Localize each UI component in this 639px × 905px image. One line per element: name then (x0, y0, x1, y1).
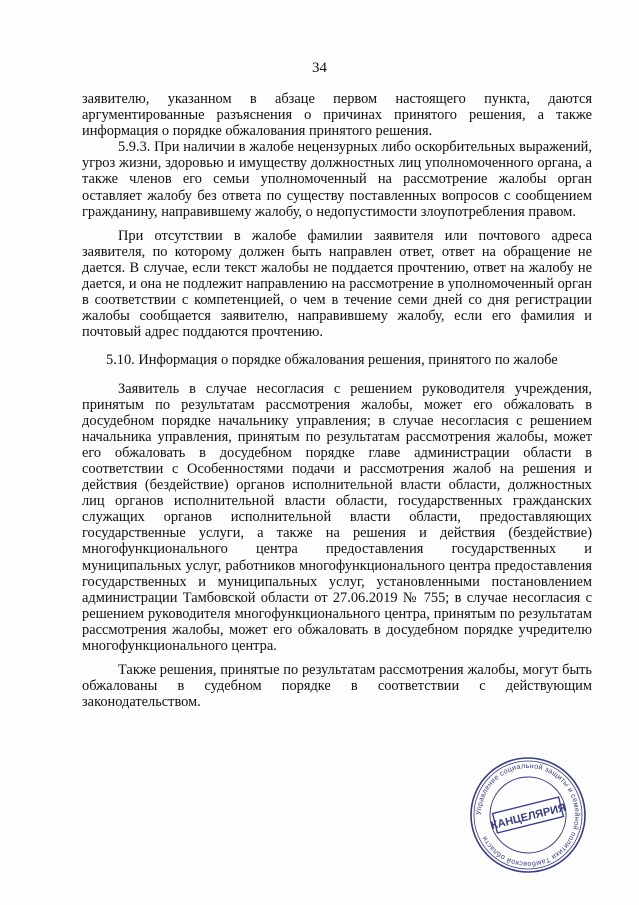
paragraph-1: заявителю, указанном в абзаце первом настоящего пункта, даются аргументированные разъяснения о причинах принятого решения, а также информация о порядке обжалования принятого решения. (82, 91, 592, 140)
paragraph-5-9-3: 5.9.3. При наличии в жалобе нецензурных либо оскорбительных выражений, угроз жизни, здоровью и имуществу должностных лиц уполномоченного органа, а также членов его семьи уполномоченный на рассмотрение жалобы орган оставляет жалобу без ответа по существу поставленных вопросов с сообщением гражданину, направившему жалобу, о недопустимости злоупотребления правом. (82, 139, 592, 220)
paragraph-no-surname: При отсутствии в жалобе фамилии заявителя или почтового адреса заявителя, по которому должен быть направлен ответ, ответ на обращение не дается. В случае, если текст жалобы не поддается прочтению, ответ на жалобу не дается, и она не подлежит направлению на рассмотрение в уполномоченный орган в соответствии с компетенцией, о чем в течение семи дней со дня регистрации жалобы сообщается заявителю, направившему жалобу, если его фамилия и почтовый адрес поддаются прочтению. (82, 227, 592, 341)
office-stamp (468, 755, 588, 875)
document-body (82, 91, 592, 710)
section-heading-5-10: 5.10. Информация о порядке обжалования решения, принятого по жалобе (106, 352, 558, 369)
page-number: 34 (312, 60, 327, 76)
paragraph-appeal-procedure: Заявитель в случае несогласия с решением руководителя учреждения, принятым по результатам рассмотрения жалобы, может его обжаловать в досудебном порядке начальнику управления; в случае несогласия с решением начальника управления, принятым по результатам рассмотрения жалобы, может его обжаловать в досудебном порядке главе администрации области в соответствии с Особенностями подачи и рассмотрения жалоб на решения и действия (бездействие) органов исполнительной власти области, должностных лиц органов исполнительной власти области, государственных гражданских служащих органов исполнительной власти области, предоставляющих государственные услуги, а также на решения и действия (бездействие) многофункционального центра предоставления государственных и муниципальных услуг, работников многофункционального центра предоставления государственных и муниципальных услуг, установленными постановлением администрации Тамбовской области от 27.06.2019 № 755; в случае несогласия с решением руководителя многофункционального центра, принятым по результатам рассмотрения жалобы, может его обжаловать в досудебном порядке учредителю многофункционального центра. (82, 380, 592, 654)
stamp-center-text: КАНЦЕЛЯРИЯ (489, 801, 568, 833)
stamp-seal-icon (468, 755, 588, 875)
paragraph-judicial-appeal: Также решения, принятые по результатам рассмотрения жалобы, могут быть обжалованы в судебном порядке в соответствии с действующим законодательством. (82, 662, 592, 711)
stamp-ring-text: Управление социальной защиты и семейной политики Тамбовской области (473, 760, 583, 870)
